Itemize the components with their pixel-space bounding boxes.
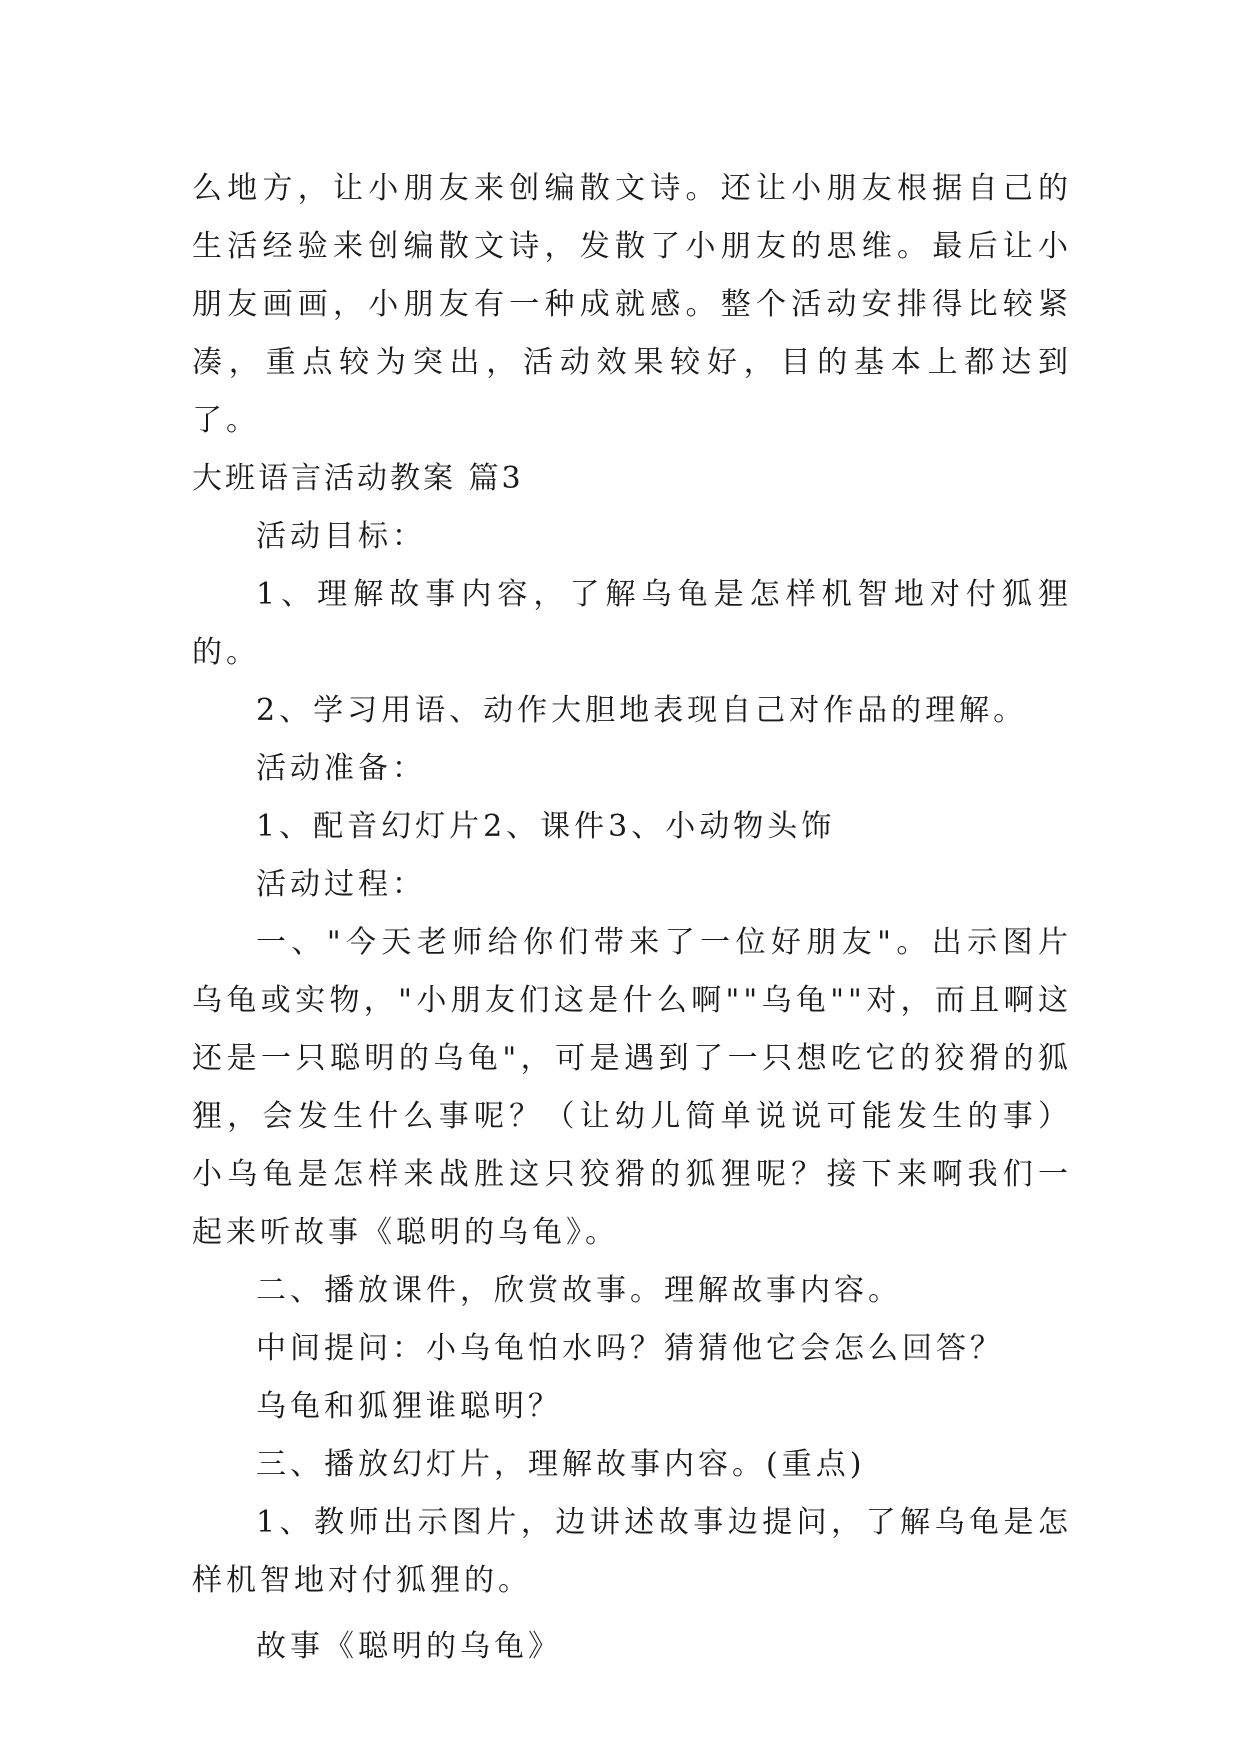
paragraph-question-1: 中间提问：小乌龟怕水吗？猜猜他它会怎么回答？ xyxy=(256,1331,1004,1366)
paragraph-continued: 么地方，让小朋友来创编散文诗。还让小朋友根据自己的生活经验来创编散文诗，发散了小朋友的思维。最后让小朋友画画，小朋友有一种成就感。整个活动安排得比较紧凑，重点较为突出，活动效果较好，目的基本上都达到了。 xyxy=(192,171,1072,438)
paragraph-preparation-items: 1、配音幻灯片2、课件3、小动物头饰 xyxy=(256,809,836,844)
paragraph-story-title: 故事《聪明的乌龟》 xyxy=(256,1629,562,1664)
paragraph-process-title: 活动过程： xyxy=(256,867,426,902)
paragraph-step-3-detail: 1、教师出示图片，边讲述故事边提问，了解乌龟是怎样机智地对付狐狸的。 xyxy=(192,1505,1072,1598)
paragraph-goal-1: 1、理解故事内容，了解乌龟是怎样机智地对付狐狸的。 xyxy=(192,577,1072,670)
paragraph-step-3: 三、播放幻灯片，理解故事内容。(重点) xyxy=(256,1447,866,1482)
section-heading: 大班语言活动教案 篇3 xyxy=(192,461,524,496)
paragraph-step-1: 一、"今天老师给你们带来了一位好朋友"。出示图片乌龟或实物，"小朋友们这是什么啊""乌龟""对，而且啊这还是一只聪明的乌龟"，可是遇到了一只想吃它的狡猾的狐狸，会发生什么事呢？（让幼儿简单说说可能发生的事）小乌龟是怎样来战胜这只狡猾的狐狸呢？接下来啊我们一起来听故事《聪明的乌龟》。 xyxy=(192,925,1072,1250)
document-body xyxy=(192,160,1072,1676)
paragraph-activity-goals-title: 活动目标： xyxy=(256,519,426,554)
paragraph-preparation-title: 活动准备： xyxy=(256,751,426,786)
paragraph-goal-2: 2、学习用语、动作大胆地表现自己对作品的理解。 xyxy=(256,693,1028,728)
paragraph-step-2: 二、播放课件，欣赏故事。理解故事内容。 xyxy=(256,1273,902,1308)
paragraph-question-2: 乌龟和狐狸谁聪明？ xyxy=(256,1389,562,1424)
